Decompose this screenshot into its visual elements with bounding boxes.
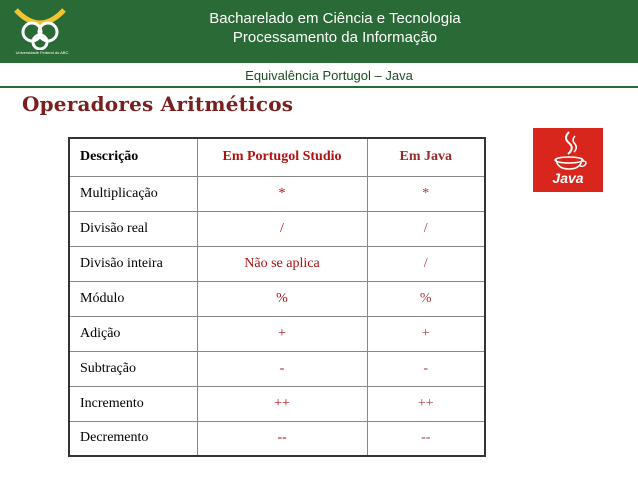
header-portugol: Em Portugol Studio xyxy=(197,138,367,176)
header-descricao: Descrição xyxy=(69,138,197,176)
cell-portugol: / xyxy=(197,211,367,246)
java-logo xyxy=(533,128,603,192)
subtitle-bar xyxy=(0,62,638,88)
ufabc-logo xyxy=(2,2,78,60)
cell-portugol: * xyxy=(197,176,367,211)
cell-java: - xyxy=(367,351,485,386)
cell-portugol: Não se aplica xyxy=(197,246,367,281)
cell-portugol: -- xyxy=(197,421,367,456)
table-row xyxy=(69,246,485,281)
cell-java: -- xyxy=(367,421,485,456)
cell-java: ++ xyxy=(367,386,485,421)
table-row xyxy=(69,281,485,316)
cell-descricao: Incremento xyxy=(69,386,197,421)
cell-descricao: Divisão inteira xyxy=(69,246,197,281)
operators-table xyxy=(68,137,486,457)
cell-portugol: ++ xyxy=(197,386,367,421)
cell-descricao: Adição xyxy=(69,316,197,351)
cell-descricao: Multiplicação xyxy=(69,176,197,211)
table-row xyxy=(69,211,485,246)
cell-java: / xyxy=(367,211,485,246)
cell-descricao: Divisão real xyxy=(69,211,197,246)
cell-descricao: Subtração xyxy=(69,351,197,386)
logo-caption: Universidade Federal do ABC xyxy=(15,50,69,55)
cell-java: / xyxy=(367,246,485,281)
cell-portugol: % xyxy=(197,281,367,316)
header-banner xyxy=(0,0,638,62)
table-header-row xyxy=(69,138,485,176)
cell-java: % xyxy=(367,281,485,316)
subtitle-text: Equivalência Portugol – Java xyxy=(245,68,413,83)
table-row xyxy=(69,386,485,421)
cell-descricao: Módulo xyxy=(69,281,197,316)
cell-java: + xyxy=(367,316,485,351)
table-row xyxy=(69,176,485,211)
header-java: Em Java xyxy=(367,138,485,176)
course-title xyxy=(170,9,500,47)
cell-descricao: Decremento xyxy=(69,421,197,456)
table-row xyxy=(69,316,485,351)
cell-portugol: + xyxy=(197,316,367,351)
course-title-line2: Processamento da Informação xyxy=(232,29,438,46)
cell-java: * xyxy=(367,176,485,211)
java-coffee-cup-icon xyxy=(533,128,603,172)
ufabc-logo-icon xyxy=(2,2,78,50)
course-title-line1: Bacharelado em Ciência e Tecnologia xyxy=(209,10,461,27)
page-title: Operadores Aritméticos xyxy=(22,92,294,116)
table-row xyxy=(69,421,485,456)
cell-portugol: - xyxy=(197,351,367,386)
java-logo-label: Java xyxy=(552,170,584,186)
table-row xyxy=(69,351,485,386)
